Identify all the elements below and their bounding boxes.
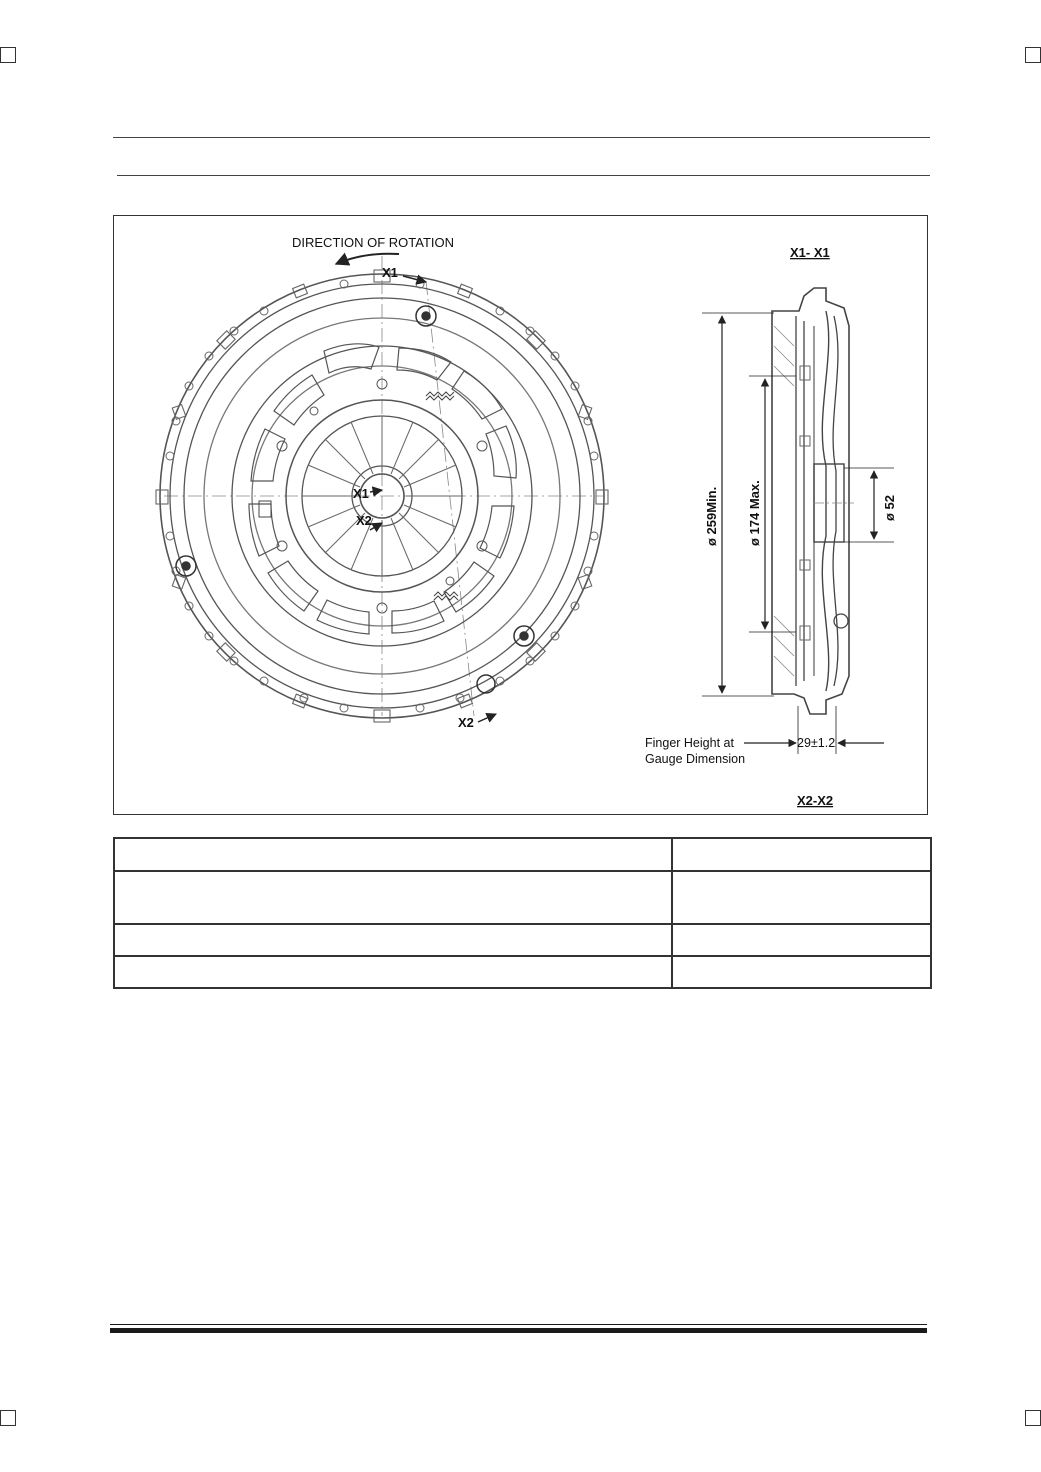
dim-outer-diameter: ø 259Min. [704,486,719,546]
table-row [114,924,931,956]
footer-rule-thin [110,1324,927,1325]
section-mark-x2-centre: X2 [356,513,372,528]
footer-rule-thick [110,1328,927,1333]
crop-mark-top-left [0,47,16,63]
section-mark-x1-centre: X1 [353,486,369,501]
front-view [156,256,608,722]
side-section-view [772,288,854,714]
table-cell [114,956,672,988]
finger-height-value: 29±1.2 [797,736,836,750]
clutch-drawing-svg [114,216,927,814]
front-view-annotations [292,235,496,730]
crop-mark-bottom-right [1025,1410,1041,1426]
table-row [114,956,931,988]
clutch-drawing-figure [113,215,928,815]
table-cell [114,871,672,924]
crop-mark-top-right [1025,47,1041,63]
table-cell [672,871,931,924]
header-rule-bottom [117,175,930,176]
spec-table [113,837,932,989]
table-row [114,871,931,924]
finger-height-label-line1: Finger Height at [645,736,734,750]
section-mark-x1-top: X1 [382,265,398,280]
finger-height-label-line2: Gauge Dimension [645,752,746,766]
table-cell [672,956,931,988]
table-row [114,838,931,871]
table-cell [114,838,672,871]
section-title-x2: X2-X2 [797,793,834,808]
table-cell [114,924,672,956]
table-cell [672,924,931,956]
header-rule-top [113,137,930,138]
dim-inner-diameter: ø 174 Max. [747,480,762,546]
section-mark-x2-bottom: X2 [458,715,474,730]
table-cell [672,838,931,871]
crop-mark-bottom-left [0,1410,16,1426]
section-title-x1: X1- X1 [790,245,830,260]
dim-hub-diameter: ø 52 [882,494,897,521]
direction-of-rotation-label: DIRECTION OF ROTATION [292,235,455,250]
side-dimensions [702,313,894,754]
side-labels [645,245,897,808]
